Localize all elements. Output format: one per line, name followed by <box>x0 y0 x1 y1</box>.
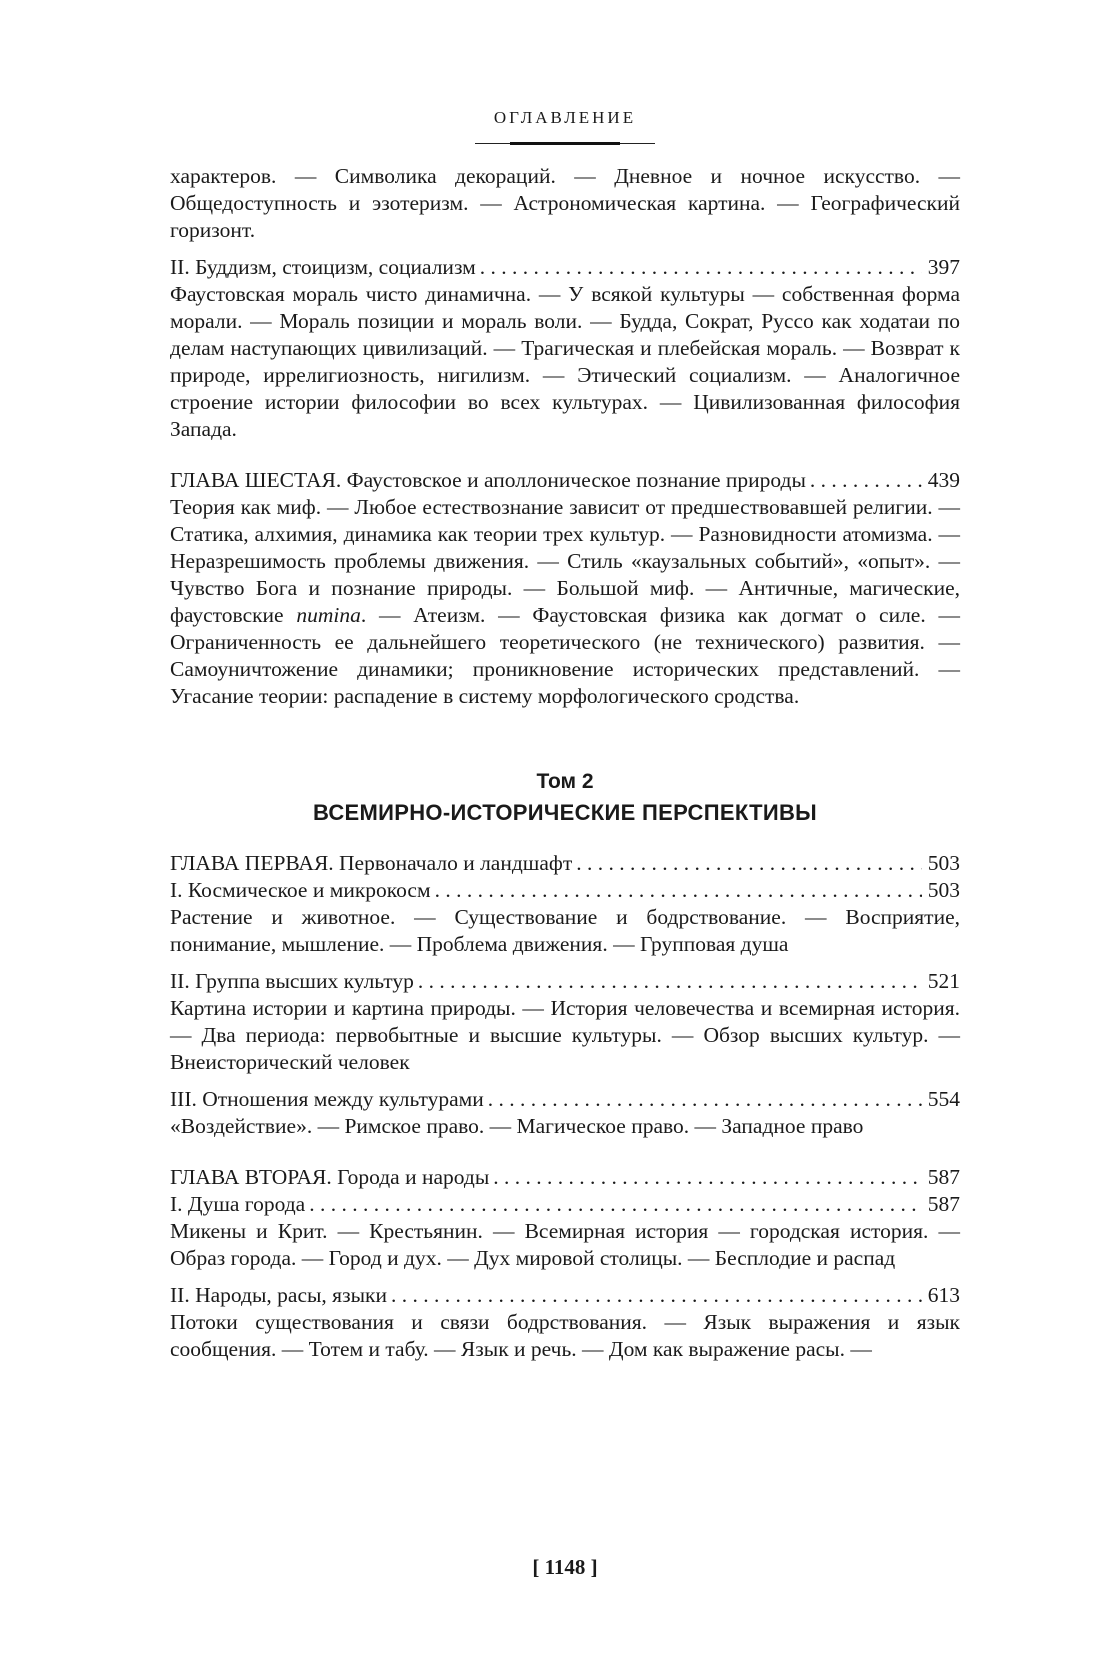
page-number: 503 <box>927 878 960 902</box>
entry-description: Фаустовская мораль чисто динамична. — У всякой культуры — собственная форма морали. — Мораль позиции и мораль воли. — Будда, Сократ, Руссо как ходатаи по делам наступающих цивилизаций. — Трагическая и плебейская мораль. — Возврат к природе, иррелигиозность, нигилизм. — Этический социализм. — Аналогичное строение истории философии во всех культурах. — Цивилизованная философия Запада. <box>170 282 960 441</box>
leader-dots <box>576 850 922 877</box>
description-part: . — Атеизм. — Фаустовская физика как догмат о силе. — Ограниченность ее дальнейшего теоретического (не технического) развития. — Самоуничтожение динамики; проникновение исторических представлений. — Угасание теории: распадение в систему морфологического сродства. <box>170 603 960 708</box>
page-number: 613 <box>927 1283 960 1307</box>
toc-entry-buddhism[interactable] <box>170 254 960 281</box>
leader-dots <box>488 1086 922 1113</box>
page-number: 587 <box>927 1192 960 1216</box>
toc-entry-relations[interactable] <box>170 1086 960 1113</box>
page-number: 521 <box>927 969 960 993</box>
header-rule-accent <box>510 142 620 145</box>
entry-title: II. Народы, расы, языки <box>170 1283 387 1307</box>
leader-dots <box>309 1191 922 1218</box>
toc-entry-chapter-two[interactable] <box>170 1164 960 1191</box>
italic-term: numina <box>296 603 361 627</box>
entry-description: Картина истории и картина природы. — История человечества и всемирная история. — Два периода: первобытные и высшие культуры. — Обзор высших культур. — Внеисторический человек <box>170 996 960 1074</box>
toc-entry-city-soul[interactable] <box>170 1191 960 1218</box>
entry-title: ГЛАВА ШЕСТАЯ. Фаустовское и аполлоническое познание природы <box>170 468 806 492</box>
entry-title: I. Космическое и микрокосм <box>170 878 431 902</box>
toc-entry-chapter-one[interactable] <box>170 850 960 877</box>
continued-description: характеров. — Символика декораций. — Дневное и ночное искусство. — Общедоступность и эзотеризм. — Астрономическая картина. — Географический горизонт. <box>170 164 960 242</box>
toc-entry-high-cultures[interactable] <box>170 968 960 995</box>
entry-description: «Воздействие». — Римское право. — Магическое право. — Западное право <box>170 1114 864 1138</box>
entry-description: Растение и животное. — Существование и бодрствование. — Восприятие, понимание, мышление. — Проблема движения. — Групповая душа <box>170 905 960 956</box>
toc-entry-cosmic[interactable] <box>170 877 960 904</box>
description-part: Теория как миф. — Любое естествознание зависит от предшествовавшей религии. — Статика, алхимия, динамика как теории трех культур. — Разновидности атомизма. — Неразрешимость проблемы движения. — Стиль «каузальных событий», «опыт». — Чувство Бога и познание природы. — Большой миф. — Античные, магические, фаустовские <box>170 495 960 627</box>
page-number: 554 <box>927 1087 960 1111</box>
entry-description <box>170 494 960 710</box>
running-head: ОГЛАВЛЕНИЕ <box>493 108 637 127</box>
entry-description: Микены и Крит. — Крестьянин. — Всемирная история — городская история. — Образ города. — Город и дух. — Дух мировой столицы. — Бесплодие и распад <box>170 1219 960 1270</box>
leader-dots <box>435 877 922 904</box>
entry-description: Потоки существования и связи бодрствования. — Язык выражения и язык сообщения. — Тотем и табу. — Язык и речь. — Дом как выражение расы. — <box>170 1310 960 1361</box>
entry-title: II. Группа высших культур <box>170 969 414 993</box>
leader-dots <box>418 968 922 995</box>
toc-entry-peoples[interactable] <box>170 1282 960 1309</box>
entry-title: ГЛАВА ПЕРВАЯ. Первоначало и ландшафт <box>170 851 573 875</box>
leader-dots <box>480 254 922 281</box>
volume-title: ВСЕМИРНО-ИСТОРИЧЕСКИЕ ПЕРСПЕКТИВЫ <box>313 800 817 825</box>
page-number: 503 <box>927 851 960 875</box>
leader-dots <box>810 467 922 494</box>
page-number: 397 <box>927 255 960 279</box>
entry-title: II. Буддизм, стоицизм, социализм <box>170 255 476 279</box>
entry-title: III. Отношения между культурами <box>170 1087 484 1111</box>
leader-dots <box>391 1282 922 1309</box>
toc-content <box>170 163 960 1363</box>
leader-dots <box>493 1164 922 1191</box>
page-folio: [ 1148 ] <box>532 1555 598 1579</box>
page-number: 587 <box>927 1165 960 1189</box>
page-number: 439 <box>927 468 960 492</box>
toc-entry-chapter-six[interactable] <box>170 467 960 494</box>
entry-title: ГЛАВА ВТОРАЯ. Города и народы <box>170 1165 490 1189</box>
volume-label: Том 2 <box>536 770 594 793</box>
entry-title: I. Душа города <box>170 1192 306 1216</box>
